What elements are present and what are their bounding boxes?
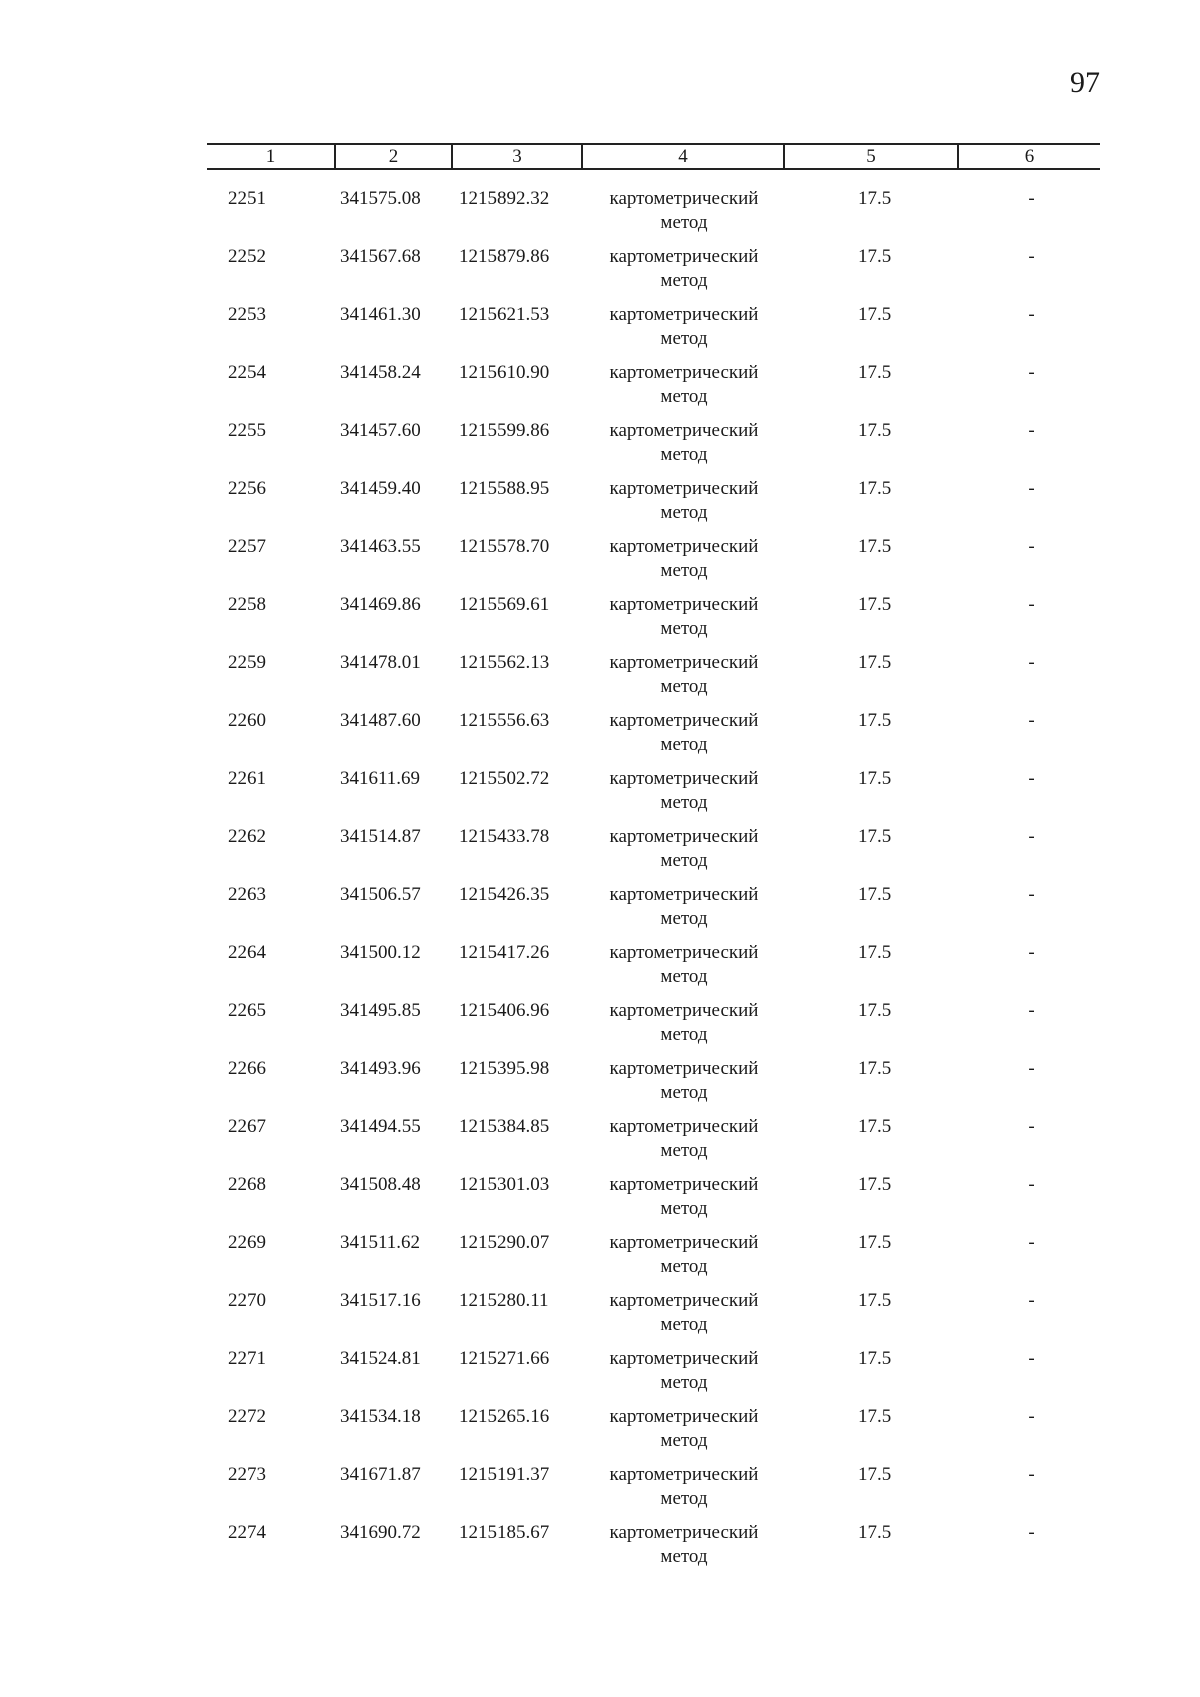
method-line-2: метод — [660, 908, 708, 929]
method-line-1: картометрический — [609, 420, 759, 441]
note-dash: - — [1028, 1406, 1035, 1427]
method-line-1: картометрический — [609, 594, 759, 615]
accuracy: 17.5 — [858, 1232, 892, 1253]
accuracy: 17.5 — [858, 478, 892, 499]
note-dash: - — [1028, 536, 1035, 557]
table-row — [207, 999, 1100, 1057]
coord-y: 1215879.86 — [459, 246, 550, 267]
method-line-2: метод — [660, 1256, 708, 1277]
coord-x: 341690.72 — [340, 1522, 421, 1543]
coord-x: 341511.62 — [340, 1232, 421, 1253]
method-line-1: картометрический — [609, 362, 759, 383]
method-cell — [583, 303, 785, 361]
method-cell — [583, 245, 785, 303]
note-dash: - — [1028, 1232, 1035, 1253]
coord-x: 341487.60 — [340, 710, 421, 731]
coord-x: 341575.08 — [340, 188, 421, 209]
header-col-4: 4 — [583, 145, 785, 168]
coord-x: 341514.87 — [340, 826, 421, 847]
method-cell — [583, 1463, 785, 1521]
point-number: 2270 — [228, 1290, 266, 1311]
method-line-1: картометрический — [609, 942, 759, 963]
coord-x: 341457.60 — [340, 420, 421, 441]
method-cell — [583, 709, 785, 767]
point-number: 2274 — [228, 1522, 266, 1543]
coord-y: 1215892.32 — [459, 188, 550, 209]
point-number: 2271 — [228, 1348, 266, 1369]
coord-x: 341517.16 — [340, 1290, 421, 1311]
coord-x: 341500.12 — [340, 942, 421, 963]
coord-x: 341567.68 — [340, 246, 421, 267]
method-line-1: картометрический — [609, 1522, 759, 1543]
coord-y: 1215426.35 — [459, 884, 550, 905]
table-row — [207, 245, 1100, 303]
page-number: 97 — [1070, 66, 1100, 99]
coord-y: 1215610.90 — [459, 362, 550, 383]
coord-y: 1215556.63 — [459, 710, 550, 731]
accuracy: 17.5 — [858, 710, 892, 731]
coord-y: 1215417.26 — [459, 942, 550, 963]
method-line-2: метод — [660, 502, 708, 523]
method-line-2: метод — [660, 618, 708, 639]
method-line-2: метод — [660, 1488, 708, 1509]
method-line-2: метод — [660, 444, 708, 465]
table-row — [207, 1405, 1100, 1463]
note-dash: - — [1028, 942, 1035, 963]
note-dash: - — [1028, 246, 1035, 267]
accuracy: 17.5 — [858, 652, 892, 673]
coord-x: 341506.57 — [340, 884, 421, 905]
point-number: 2269 — [228, 1232, 266, 1253]
table-row — [207, 1347, 1100, 1405]
table-row — [207, 1231, 1100, 1289]
method-cell — [583, 1173, 785, 1231]
table-row — [207, 361, 1100, 419]
note-dash: - — [1028, 188, 1035, 209]
accuracy: 17.5 — [858, 1290, 892, 1311]
point-number: 2258 — [228, 594, 266, 615]
table-row — [207, 1173, 1100, 1231]
method-line-2: метод — [660, 792, 708, 813]
method-line-1: картометрический — [609, 1116, 759, 1137]
header-col-3: 3 — [453, 145, 583, 168]
table-row — [207, 825, 1100, 883]
method-line-1: картометрический — [609, 536, 759, 557]
note-dash: - — [1028, 768, 1035, 789]
method-cell — [583, 1405, 785, 1463]
accuracy: 17.5 — [858, 1174, 892, 1195]
table-row — [207, 1463, 1100, 1521]
method-cell — [583, 1289, 785, 1347]
note-dash: - — [1028, 1000, 1035, 1021]
accuracy: 17.5 — [858, 1348, 892, 1369]
point-number: 2254 — [228, 362, 266, 383]
accuracy: 17.5 — [858, 1116, 892, 1137]
method-cell — [583, 1521, 785, 1579]
method-cell — [583, 825, 785, 883]
accuracy: 17.5 — [858, 1058, 892, 1079]
table-row — [207, 477, 1100, 535]
coord-x: 341494.55 — [340, 1116, 421, 1137]
note-dash: - — [1028, 710, 1035, 731]
accuracy: 17.5 — [858, 536, 892, 557]
header-col-2: 2 — [336, 145, 453, 168]
point-number: 2264 — [228, 942, 266, 963]
accuracy: 17.5 — [858, 1522, 892, 1543]
method-cell — [583, 1057, 785, 1115]
method-cell — [583, 1347, 785, 1405]
table-row — [207, 709, 1100, 767]
coord-x: 341461.30 — [340, 304, 421, 325]
coord-y: 1215406.96 — [459, 1000, 550, 1021]
table-row — [207, 941, 1100, 999]
header-col-5: 5 — [785, 145, 959, 168]
coord-x: 341463.55 — [340, 536, 421, 557]
accuracy: 17.5 — [858, 188, 892, 209]
table-row — [207, 535, 1100, 593]
table-row — [207, 1115, 1100, 1173]
table-row — [207, 593, 1100, 651]
point-number: 2261 — [228, 768, 266, 789]
table-row — [207, 419, 1100, 477]
note-dash: - — [1028, 1116, 1035, 1137]
accuracy: 17.5 — [858, 420, 892, 441]
accuracy: 17.5 — [858, 1464, 892, 1485]
method-cell — [583, 767, 785, 825]
coord-y: 1215271.66 — [459, 1348, 550, 1369]
coord-y: 1215384.85 — [459, 1116, 550, 1137]
method-line-2: метод — [660, 1314, 708, 1335]
coord-x: 341508.48 — [340, 1174, 421, 1195]
point-number: 2265 — [228, 1000, 266, 1021]
coord-x: 341469.86 — [340, 594, 421, 615]
note-dash: - — [1028, 420, 1035, 441]
coord-y: 1215599.86 — [459, 420, 550, 441]
note-dash: - — [1028, 1348, 1035, 1369]
accuracy: 17.5 — [858, 768, 892, 789]
coord-y: 1215395.98 — [459, 1058, 550, 1079]
point-number: 2256 — [228, 478, 266, 499]
method-line-2: метод — [660, 1024, 708, 1045]
method-line-1: картометрический — [609, 1348, 759, 1369]
accuracy: 17.5 — [858, 304, 892, 325]
coord-x: 341478.01 — [340, 652, 421, 673]
note-dash: - — [1028, 1464, 1035, 1485]
accuracy: 17.5 — [858, 826, 892, 847]
point-number: 2263 — [228, 884, 266, 905]
method-line-1: картометрический — [609, 768, 759, 789]
method-line-1: картометрический — [609, 1058, 759, 1079]
method-cell — [583, 651, 785, 709]
method-line-2: метод — [660, 328, 708, 349]
coord-y: 1215290.07 — [459, 1232, 550, 1253]
method-line-1: картометрический — [609, 1464, 759, 1485]
method-line-1: картометрический — [609, 884, 759, 905]
coord-y: 1215569.61 — [459, 594, 550, 615]
method-line-2: метод — [660, 1372, 708, 1393]
coord-y: 1215185.67 — [459, 1522, 550, 1543]
note-dash: - — [1028, 1522, 1035, 1543]
coord-y: 1215433.78 — [459, 826, 550, 847]
method-line-1: картометрический — [609, 304, 759, 325]
method-cell — [583, 419, 785, 477]
note-dash: - — [1028, 652, 1035, 673]
accuracy: 17.5 — [858, 1000, 892, 1021]
note-dash: - — [1028, 1174, 1035, 1195]
note-dash: - — [1028, 826, 1035, 847]
point-number: 2259 — [228, 652, 266, 673]
coord-y: 1215502.72 — [459, 768, 550, 789]
method-line-2: метод — [660, 676, 708, 697]
method-cell — [583, 593, 785, 651]
table-row — [207, 187, 1100, 245]
point-number: 2267 — [228, 1116, 266, 1137]
note-dash: - — [1028, 594, 1035, 615]
method-line-2: метод — [660, 734, 708, 755]
point-number: 2273 — [228, 1464, 266, 1485]
method-cell — [583, 477, 785, 535]
coord-y: 1215621.53 — [459, 304, 550, 325]
accuracy: 17.5 — [858, 884, 892, 905]
note-dash: - — [1028, 362, 1035, 383]
method-line-2: метод — [660, 1140, 708, 1161]
method-cell — [583, 1231, 785, 1289]
method-cell — [583, 361, 785, 419]
table-row — [207, 651, 1100, 709]
point-number: 2255 — [228, 420, 266, 441]
table-row — [207, 1521, 1100, 1579]
coord-x: 341524.81 — [340, 1348, 421, 1369]
point-number: 2260 — [228, 710, 266, 731]
accuracy: 17.5 — [858, 362, 892, 383]
method-line-2: метод — [660, 270, 708, 291]
method-line-1: картометрический — [609, 652, 759, 673]
accuracy: 17.5 — [858, 246, 892, 267]
coord-y: 1215265.16 — [459, 1406, 550, 1427]
method-cell — [583, 941, 785, 999]
method-cell — [583, 535, 785, 593]
method-line-2: метод — [660, 966, 708, 987]
point-number: 2253 — [228, 304, 266, 325]
method-line-2: метод — [660, 1430, 708, 1451]
method-line-1: картометрический — [609, 1290, 759, 1311]
coord-y: 1215562.13 — [459, 652, 550, 673]
coord-y: 1215588.95 — [459, 478, 550, 499]
method-line-2: метод — [660, 850, 708, 871]
note-dash: - — [1028, 304, 1035, 325]
method-line-1: картометрический — [609, 1174, 759, 1195]
note-dash: - — [1028, 884, 1035, 905]
point-number: 2266 — [228, 1058, 266, 1079]
point-number: 2251 — [228, 188, 266, 209]
note-dash: - — [1028, 1290, 1035, 1311]
table-row — [207, 303, 1100, 361]
method-line-1: картометрический — [609, 1406, 759, 1427]
method-line-2: метод — [660, 386, 708, 407]
coord-y: 1215578.70 — [459, 536, 550, 557]
coord-x: 341495.85 — [340, 1000, 421, 1021]
header-col-6: 6 — [1024, 146, 1035, 167]
point-number: 2268 — [228, 1174, 266, 1195]
coord-x: 341458.24 — [340, 362, 421, 383]
table-row — [207, 1289, 1100, 1347]
method-line-2: метод — [660, 1082, 708, 1103]
table-header — [207, 143, 1100, 170]
point-number: 2272 — [228, 1406, 266, 1427]
coord-y: 1215191.37 — [459, 1464, 550, 1485]
header-col-1: 1 — [207, 145, 336, 168]
method-cell — [583, 883, 785, 941]
method-line-1: картометрический — [609, 1232, 759, 1253]
coord-x: 341611.69 — [340, 768, 421, 789]
method-cell — [583, 1115, 785, 1173]
note-dash: - — [1028, 478, 1035, 499]
point-number: 2262 — [228, 826, 266, 847]
method-line-2: метод — [660, 560, 708, 581]
method-line-1: картометрический — [609, 1000, 759, 1021]
method-cell — [583, 999, 785, 1057]
method-line-1: картометрический — [609, 710, 759, 731]
table-row — [207, 1057, 1100, 1115]
method-line-1: картометрический — [609, 826, 759, 847]
point-number: 2252 — [228, 246, 266, 267]
coord-x: 341459.40 — [340, 478, 421, 499]
method-cell — [583, 187, 785, 245]
coord-x: 341493.96 — [340, 1058, 421, 1079]
table-row — [207, 883, 1100, 941]
coord-y: 1215280.11 — [459, 1290, 549, 1311]
accuracy: 17.5 — [858, 1406, 892, 1427]
method-line-2: метод — [660, 1198, 708, 1219]
method-line-2: метод — [660, 212, 708, 233]
method-line-1: картометрический — [609, 188, 759, 209]
coord-x: 341534.18 — [340, 1406, 421, 1427]
method-line-1: картометрический — [609, 478, 759, 499]
point-number: 2257 — [228, 536, 266, 557]
method-line-1: картометрический — [609, 246, 759, 267]
coord-x: 341671.87 — [340, 1464, 421, 1485]
table-body — [207, 187, 1100, 1579]
note-dash: - — [1028, 1058, 1035, 1079]
accuracy: 17.5 — [858, 942, 892, 963]
accuracy: 17.5 — [858, 594, 892, 615]
coord-y: 1215301.03 — [459, 1174, 550, 1195]
table-row — [207, 767, 1100, 825]
method-line-2: метод — [660, 1546, 708, 1567]
